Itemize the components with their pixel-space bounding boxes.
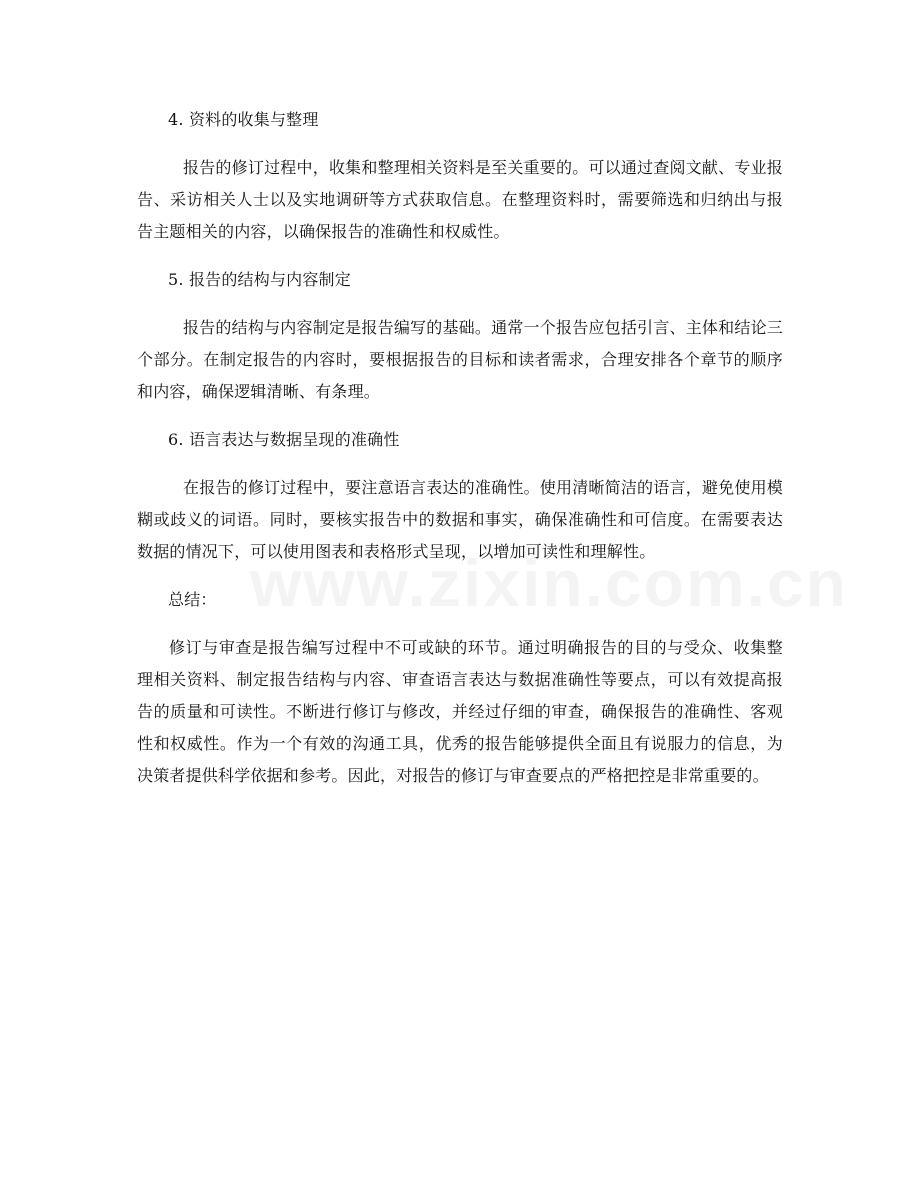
section-paragraph-6: 在报告的修订过程中，要注意语言表达的准确性。使用清晰简洁的语言，避免使用模糊或歧义的词语。同时，要核实报告中的数据和事实，确保准确性和可信度。在需要表达数据的情况下，可以使用图表和表格形式呈现，以增加可读性和理解性。 xyxy=(137,478,783,561)
summary-paragraph: 修订与审查是报告编写过程中不可或缺的环节。通过明确报告的目的与受众、收集整理相关资料、制定报告结构与内容、审查语言表达与数据准确性等要点，可以有效提高报告的质量和可读性。不断进行修订与修改，并经过仔细的审查，确保报告的准确性、客观性和权威性。作为一个有效的沟通工具，优秀的报告能够提供全面且有说服力的信息，为决策者提供科学依据和参考。因此，对报告的修订与审查要点的严格把控是非常重要的。 xyxy=(137,638,783,785)
section-paragraph-4: 报告的修订过程中，收集和整理相关资料是至关重要的。可以通过查阅文献、专业报告、采访相关人士以及实地调研等方式获取信息。在整理资料时，需要筛选和归纳出与报告主题相关的内容，以确保报告的准确性和权威性。 xyxy=(137,158,783,241)
document-body xyxy=(137,104,783,792)
section-heading-4: 4. 资料的收集与整理 xyxy=(168,110,319,129)
section-heading-6: 6. 语言表达与数据呈现的准确性 xyxy=(168,430,400,449)
section-heading-5: 5. 报告的结构与内容制定 xyxy=(168,270,351,289)
section-paragraph-5: 报告的结构与内容制定是报告编写的基础。通常一个报告应包括引言、主体和结论三个部分。在制定报告的内容时，要根据报告的目标和读者需求，合理安排各个章节的顺序和内容，确保逻辑清晰、有条理。 xyxy=(137,318,783,401)
summary-heading: 总结： xyxy=(168,590,217,609)
